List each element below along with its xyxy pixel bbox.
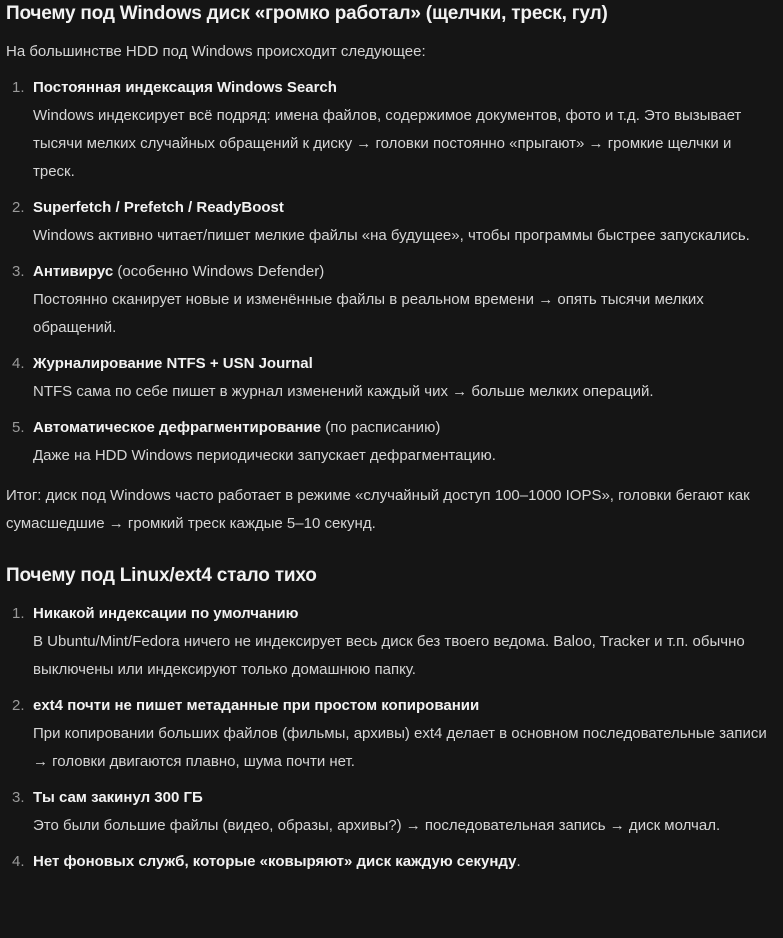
list-item-title-suffix: (особенно Windows Defender) (113, 263, 325, 280)
list-item (6, 74, 775, 186)
list-item-title: ext4 почти не пишет метаданные при простом копировании (33, 697, 480, 714)
section-heading-windows: Почему под Windows диск «громко работал» (щелчки, треск, гул) (6, 3, 608, 24)
list-item-body: Даже на HDD Windows периодически запускает дефрагментацию. (33, 447, 496, 464)
list-item-title: Автоматическое дефрагментирование (33, 419, 322, 436)
list-item-body: Постоянно сканирует новые и изменённые файлы в реальном времени → опять тысячи мелких обращений. (33, 291, 704, 336)
list-number: 2. (12, 199, 25, 216)
list-item (6, 600, 775, 684)
list-item-body: При копировании больших файлов (фильмы, архивы) ext4 делает в основном последовательные записи → головки двигаются плавно, шума почти нет. (33, 725, 767, 770)
list-item-title: Никакой индексации по умолчанию (33, 605, 299, 622)
windows-reasons-list (6, 74, 775, 470)
list-item (6, 194, 775, 250)
list-item-title: Нет фоновых служб, которые «ковыряют» диск каждую секунду (33, 853, 517, 870)
list-number: 1. (12, 605, 25, 622)
list-item-body: Это были большие файлы (видео, образы, архивы?) → последовательная запись → диск молчал. (33, 817, 721, 834)
list-item-body: NTFS сама по себе пишет в журнал изменений каждый чих → больше мелких операций. (33, 383, 654, 400)
list-number: 1. (12, 79, 25, 96)
list-number: 4. (12, 853, 25, 870)
list-number: 3. (12, 789, 25, 806)
intro-paragraph: На большинстве HDD под Windows происходит следующее: (6, 43, 426, 60)
list-item (6, 784, 775, 840)
list-item-title: Постоянная индексация Windows Search (33, 79, 337, 96)
list-item-body: В Ubuntu/Mint/Fedora ничего не индексирует весь диск без твоего ведома. Baloo, Tracker и т.п. обычно выключены или индексируют только домашнюю папку. (33, 633, 745, 678)
list-item (6, 414, 775, 470)
list-number: 4. (12, 355, 25, 372)
list-item (6, 848, 775, 876)
list-item-title: Антивирус (33, 263, 114, 280)
section-heading-linux: Почему под Linux/ext4 стало тихо (6, 565, 317, 586)
list-item-title-suffix: (по расписанию) (321, 419, 441, 436)
list-item-title: Superfetch / Prefetch / ReadyBoost (33, 199, 284, 216)
list-item (6, 258, 775, 342)
list-item-title: Журналирование NTFS + USN Journal (33, 355, 313, 372)
list-item (6, 692, 775, 776)
summary-paragraph: Итог: диск под Windows часто работает в режиме «случайный доступ 100–1000 IOPS», головки бегают как сумасшедшие → громкий треск каждые 5–10 секунд. (6, 487, 750, 532)
list-item-title: Ты сам закинул 300 ГБ (33, 789, 203, 806)
list-item-title-suffix: . (516, 853, 521, 870)
list-number: 2. (12, 697, 25, 714)
list-item-body: Windows активно читает/пишет мелкие файлы «на будущее», чтобы программы быстрее запускались. (33, 227, 750, 244)
list-number: 3. (12, 263, 25, 280)
linux-reasons-list (6, 600, 775, 876)
list-item-body: Windows индексирует всё подряд: имена файлов, содержимое документов, фото и т.д. Это вызывает тысячи мелких случайных обращений к диску → головки постоянно «прыгают» → громкие щелчки и треск. (33, 107, 742, 180)
list-item (6, 350, 775, 406)
list-number: 5. (12, 419, 25, 436)
